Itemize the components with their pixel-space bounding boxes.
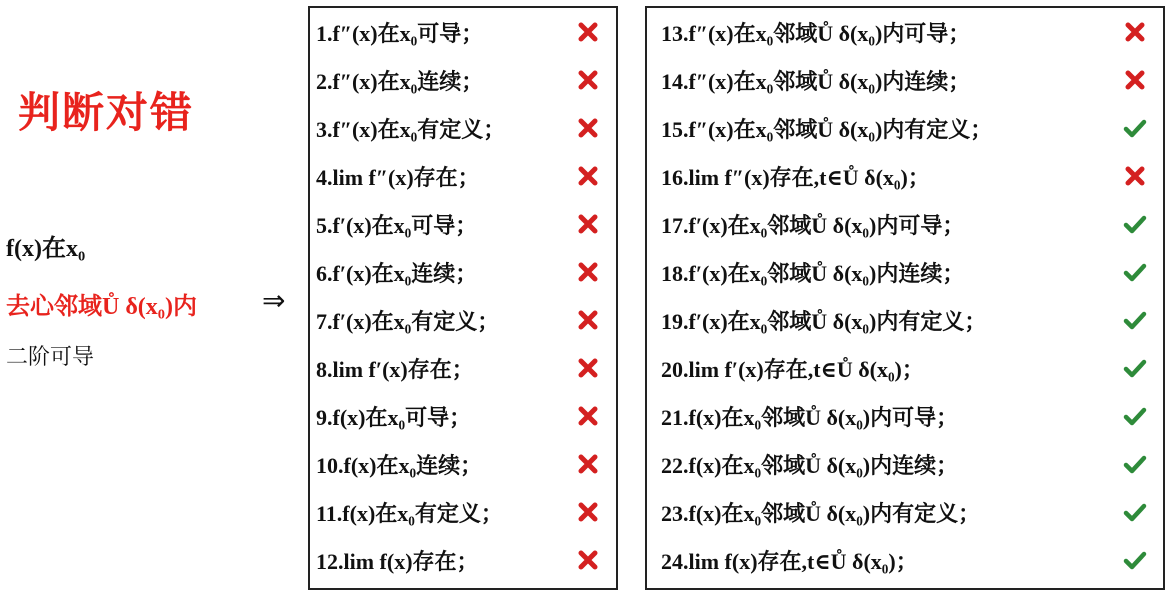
statement-text: 9.f(x)在x₀可导； [316,404,472,430]
cross-icon [574,546,602,574]
statement-text: 24.lim f(x)存在,t∈Ů δ(x₀)； [661,548,918,574]
statement-text: 3.f″(x)在x₀有定义； [316,116,506,142]
statement-text: 20.lim f′(x)存在,t∈Ů δ(x₀)； [661,356,924,382]
check-icon [1121,306,1149,334]
statement-row [310,488,616,536]
statement-row [310,392,616,440]
statement-row [310,296,616,344]
statement-row [310,8,616,56]
cross-icon [574,354,602,382]
cross-icon [1121,18,1149,46]
statement-text: 10.f(x)在x₀连续； [316,452,483,478]
statement-text: 23.f(x)在x₀邻域Ů δ(x₀)内有定义； [661,500,981,526]
statement-row [310,152,616,200]
check-icon [1121,258,1149,286]
statement-text: 18.f′(x)在x₀邻域Ů δ(x₀)内连续； [661,260,965,286]
check-icon [1121,210,1149,238]
statement-row [310,104,616,152]
statement-row [310,200,616,248]
statement-row [647,8,1163,56]
check-icon [1121,354,1149,382]
premise-neighborhood: 去心邻域Ů δ(x₀)内 [6,294,197,320]
statement-text: 4.lim f″(x)存在； [316,164,480,190]
statement-text: 12.lim f(x)存在； [316,548,479,574]
statement-text: 21.f(x)在x₀邻域Ů δ(x₀)内可导； [661,404,959,430]
implies-arrow: ⇒ [262,284,286,317]
statement-text: 16.lim f″(x)存在,t∈Ů δ(x₀)； [661,164,930,190]
cross-icon [574,162,602,190]
premise-condition: 二阶可导 [6,345,95,370]
statement-row [647,152,1163,200]
statement-row [310,248,616,296]
statement-text: 5.f′(x)在x₀可导； [316,212,478,238]
statement-text: 22.f(x)在x₀邻域Ů δ(x₀)内连续； [661,452,959,478]
statement-row [310,536,616,584]
statement-row [647,440,1163,488]
statement-row [647,344,1163,392]
statement-text: 17.f′(x)在x₀邻域Ů δ(x₀)内可导； [661,212,965,238]
statement-row [647,200,1163,248]
statement-text: 15.f″(x)在x₀邻域Ů δ(x₀)内有定义； [661,116,993,142]
statement-row [647,104,1163,152]
check-icon [1121,498,1149,526]
statement-text: 7.f′(x)在x₀有定义； [316,308,500,334]
page-title: 判断对错 [18,88,195,137]
statement-text: 8.lim f′(x)存在； [316,356,474,382]
cross-icon [574,66,602,94]
cross-icon [574,306,602,334]
cross-icon [574,114,602,142]
statement-text: 1.f″(x)在x₀可导； [316,20,484,46]
statement-row [310,440,616,488]
cross-icon [574,210,602,238]
cross-icon [1121,66,1149,94]
statement-row [310,344,616,392]
statement-text: 13.f″(x)在x₀邻域Ů δ(x₀)内可导； [661,20,971,46]
statements-box-right [645,6,1165,590]
check-icon [1121,546,1149,574]
check-icon [1121,114,1149,142]
statement-row [647,248,1163,296]
statement-text: 11.f(x)在x₀有定义； [316,500,503,526]
statement-row [647,488,1163,536]
statement-row [647,392,1163,440]
statement-text: 19.f′(x)在x₀邻域Ů δ(x₀)内有定义； [661,308,987,334]
statement-row [310,56,616,104]
cross-icon [574,18,602,46]
statement-text: 6.f′(x)在x₀连续； [316,260,478,286]
statement-row [647,56,1163,104]
cross-icon [574,402,602,430]
cross-icon [574,258,602,286]
check-icon [1121,450,1149,478]
statement-row [647,296,1163,344]
cross-icon [574,450,602,478]
statements-box-left [308,6,618,590]
cross-icon [574,498,602,526]
statement-row [647,536,1163,584]
cross-icon [1121,162,1149,190]
statement-text: 2.f″(x)在x₀连续； [316,68,484,94]
statement-text: 14.f″(x)在x₀邻域Ů δ(x₀)内连续； [661,68,971,94]
check-icon [1121,402,1149,430]
premise-function: f(x)在x₀ [6,236,86,262]
